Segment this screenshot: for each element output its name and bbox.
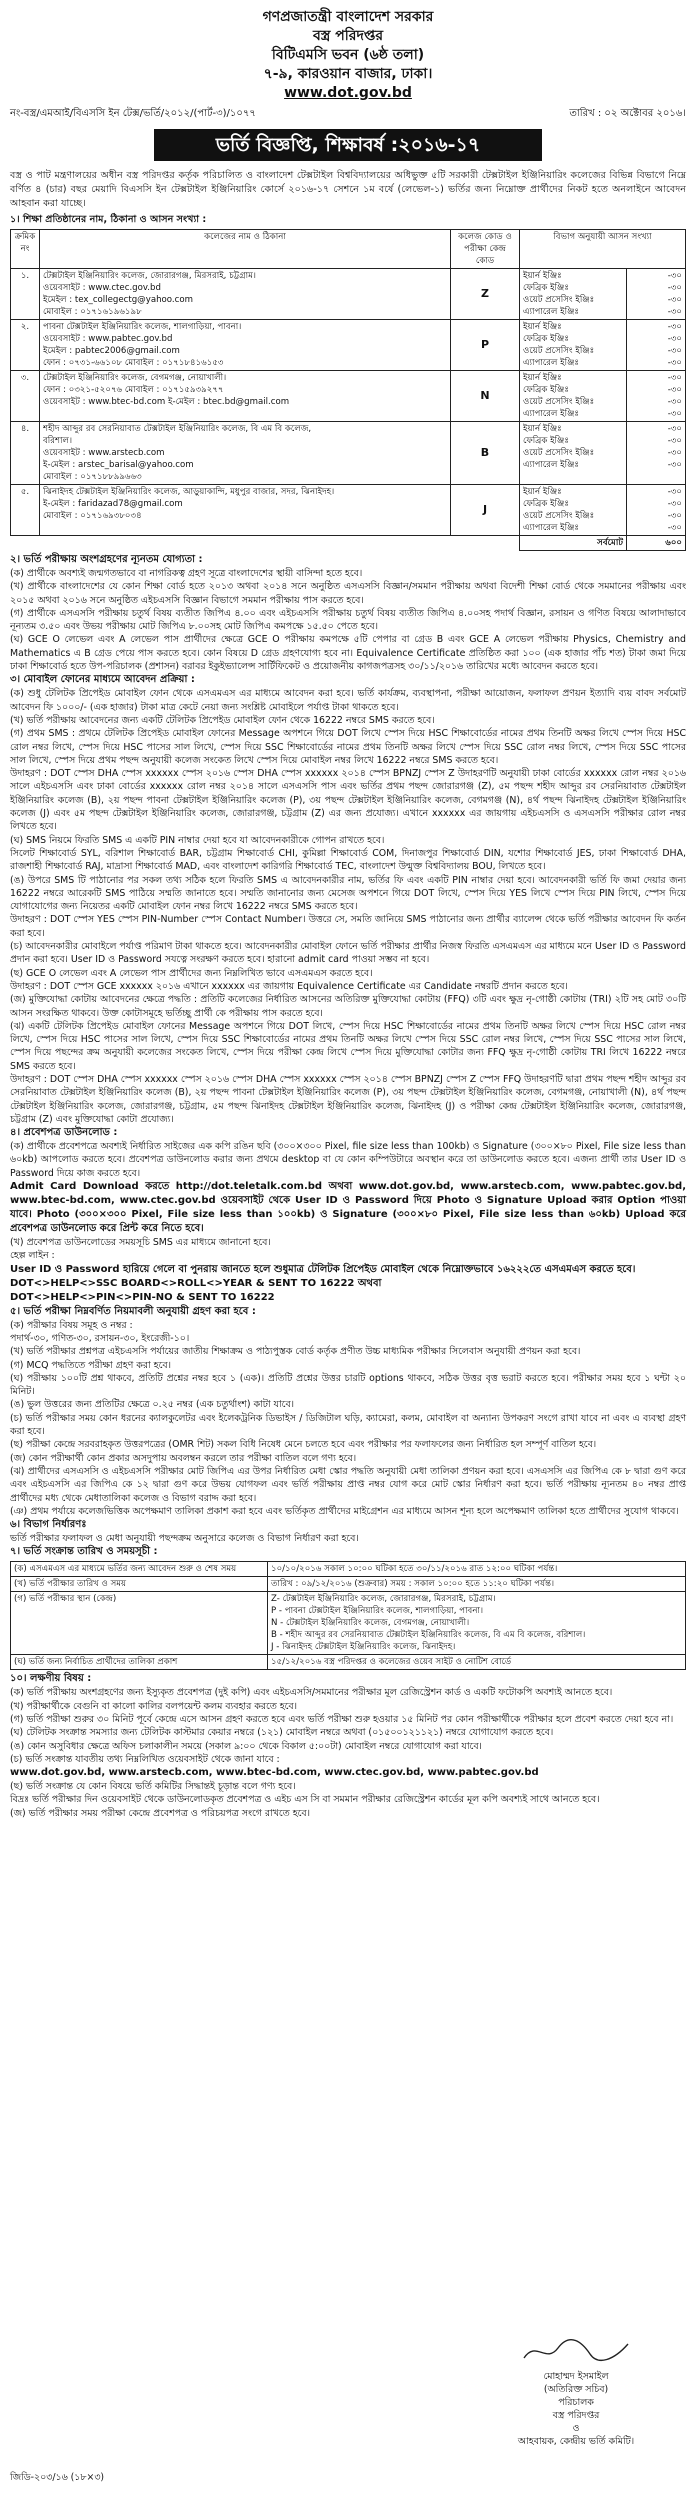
schedule-table (10, 1561, 686, 1670)
schedule-value: ১৫/১২/২০১৬ বস্ত্র পরিদপ্তর ও কলেজের ওয়েব সাইট ও নোটিশ বোর্ডে (268, 1655, 686, 1670)
department-name: এ্যাপারেল ইঞ্জিঃ (523, 358, 580, 368)
college-serial: ৫. (11, 485, 40, 536)
govt-title: গণপ্রজাতন্ত্রী বাংলাদেশ সরকার (262, 9, 434, 25)
seat-count: -৩০ (667, 436, 682, 446)
department-name: ওয়েট প্রসেসিং ইঞ্জিঃ (523, 295, 595, 305)
notice-paragraph: (ঙ) ভুল উত্তরের জন্য প্রতিটির ক্ষেত্রে ০.২৫ নম্বর (এক চতুর্থাংশ) কাটা যাবে। (10, 1399, 295, 1411)
department-name: ফেব্রিক ইঞ্জিঃ (523, 334, 569, 344)
seat-list (627, 371, 686, 422)
notice-paragraph: (ক) প্রার্থীকে অবশ্যই জন্মগতভাবে বা নাগরিকত্ব গ্রহণ সূত্রে বাংলাদেশের স্থায়ী বাসিন্দা হতে হবে। (10, 568, 363, 579)
college-detail-line: ই-মেইল : faridazad78@gmail.com (43, 499, 183, 509)
schedule-value: তারিখ : ০৯/১২/২০১৬ (শুক্রবার) সময় : সকাল ১০:০০ হতে ১১:২০ ঘটিকা পর্যন্ত। (268, 1577, 686, 1592)
seat-count: -৩০ (667, 295, 682, 305)
department-title: বস্ত্র পরিদপ্তর (312, 28, 384, 44)
college-details (40, 371, 451, 422)
college-row (11, 371, 686, 422)
department-name: ওয়েট প্রসেসিং ইঞ্জিঃ (523, 448, 595, 458)
notice-paragraph: সিলেট শিক্ষাবোর্ড SYL, বরিশাল শিক্ষাবোর্ড BAR, চট্টগ্রাম শিক্ষাবোর্ড CHI, কুমিল্লা শিক্ষাবোর্ড COM, দিনাজপুর শিক্ষাবোর্ড DIN, যশোর শিক্ষাবোর্ড JES, ঢাকা শিক্ষাবোর্ড DHA, রাজশাহী শিক্ষাবোর্ড RAJ, মাদ্রাসা শিক্ষাবোর্ড MAD, এবং বাংলাদেশ কারিগরি শিক্ষাবোর্ড TEC, বাংলাদেশ উন্মুক্ত বিশ্ববিদ্যালয় BOU, লিখতে হবে। (10, 847, 686, 873)
notice-paragraph: (ক) পরীক্ষার বিষয় সমূহ ও নম্বর : (10, 1319, 133, 1331)
department-list (520, 320, 627, 371)
signature-block (488, 2336, 664, 2448)
notice-paragraph: (ঝ) একটি টেলিটক প্রিপেইড মোবাইল ফোনের Message অপশনে গিয়ে DOT লিখে, স্পেস দিয়ে HSC শিক্ষাবোর্ডের নামের প্রথম তিনটি অক্ষর লিখে স্পেস দিয়ে HSC রোল নম্বর লিখে, স্পেস দিয়ে HSC পাসের সাল লিখে, স্পেস দিয়ে SSC শিক্ষাবোর্ডের নামের প্রথম তিনটি অক্ষর লিখে স্পেস দিয়ে SSC রোল নম্বর লিখে, স্পেস দিয়ে SSC পাসের সাল লিখে, স্পেস দিয়ে পছন্দের ক্রম অনুযায়ী কলেজের সংকেত লিখে, স্পেস দিয়ে পরীক্ষা কেন্দ্র লিখে স্পেস দিয়ে মুক্তিযোদ্ধা কোটার জন্য FFQ ক্ষুদ্র নৃ-গোষ্ঠী কোটায় TRI লিখে 16222 নম্বরে SMS করতে হবে। (10, 1020, 686, 1072)
notes-paragraphs (10, 1672, 686, 1820)
notice-paragraph: User ID ও Password হারিয়ে গেলে বা পুনরায় জানতে হলে শুধুমাত্র টেলিটক প্রিপেইড মোবাইল থেকে নিম্নোক্তভাবে ১৬২২২তে এসএমএস করতে হবে। (10, 1263, 636, 1275)
total-label: সর্বমোট (520, 536, 627, 551)
body-paragraphs (10, 553, 686, 1559)
schedule-row (11, 1577, 686, 1592)
department-name: ফেব্রিক ইঞ্জিঃ (523, 385, 569, 395)
notice-paragraph: (ঙ) উপরে SMS টি পাঠানোর পর সকল তথ্য সঠিক হলে ফিরতি SMS এ আবেদনকারীর নাম, ভর্তির ফি এবং একটি PIN নাম্বার দেয়া হবে। আবেদনকারী ভর্তি ফি জমা দেয়ার জন্য 16222 নম্বরে আরেকটি SMS পাঠিয়ে সম্মতি জানাতে হবে। সম্মতি জানানোর জন্য মেসেজ অপশনে গিয়ে DOT লিখে, স্পেস দিয়ে YES লিখে স্পেস দিয়ে PIN লিখে, স্পেস দিয়ে যোগাযোগের জন্য নিয়েতর একটি মোবাইল ফোন নম্বর লিখে 16222 নম্বরে SMS করতে হবে। (10, 874, 686, 913)
seat-count: -৩০ (667, 523, 682, 533)
college-detail-line: ইমেইল : pabtec2006@gmail.com (43, 346, 180, 356)
college-details (40, 269, 451, 320)
seat-count: -৩০ (667, 499, 682, 509)
memo-row (10, 107, 686, 121)
college-detail-line: বরিশাল। (43, 436, 73, 446)
college-row (11, 320, 686, 371)
signatory-title-2: পরিচালক (558, 2397, 594, 2408)
signatory-title-5: আহবায়ক, কেন্দ্রীয় ভর্তি কমিটি। (517, 2436, 635, 2447)
notice-paragraph: (খ) ভর্তি পরীক্ষায় আবেদনের জন্য একটি টেলিটক প্রিপেইড মোবাইল ফোন থেকে 16222 নম্বরে SMS করতে হবে। (10, 714, 435, 726)
college-detail-line: ওয়েবসাইট : www.arstecb.com (43, 448, 165, 458)
notice-paragraph: (জ) মুক্তিযোদ্ধা কোটায় আবেদনের ক্ষেত্রে পদ্ধতি : প্রতিটি কলেজের নির্ধারিত আসনের অতিরিক্ত মুক্তিযোদ্ধা কোটায় (FFQ) ৩টি এবং ক্ষুদ্র নৃ-গোষ্ঠী কোটায় (TRI) ২টি সহ মোট ৩০টি আসন সংরক্ষিত থাকবে। উক্ত কোটাসমূহে ভর্তিচ্ছু প্রার্থী কে পরীক্ষায় পাস করতে হবে। (10, 994, 686, 1019)
department-name: ইয়ার্ন ইঞ্জিঃ (523, 424, 562, 434)
notice-paragraph: (ক) প্রার্থীকে প্রবেশপত্রে অবশ্যই নির্ধারিত সাইজের এক কপি রঙিন ছবি (৩০০×৩০০ Pixel, file size less than 100kb) ও Signature (৩০০×৮০ Pixel, File size less than ৬০kb) আপলোড করতে হবে। প্রবেশপত্র ডাউনলোড করার জন্য প্রথমে desktop বা যে কোন কম্পিউটারে অবস্থান করে তা ডাউনলোড করতে হবে। এজন্য প্রার্থী তার User ID ও Password দিয়ে কাজ করতে হবে। (10, 1141, 686, 1179)
memo-number: নং-বস্ত্র/এমআই/বিএসসি ইন টেক্স/ভর্তি/২০১২/(পার্ট-৩)/১০৭৭ (10, 108, 256, 119)
schedule-item: (ক) এসএমএস এর মাধ্যমে ভর্তির জন্য আবেদন শুরু ও শেষ সময় (11, 1562, 268, 1577)
notice-paragraph: Admit Card Download করতে http://dot.teletalk.com.bd অথবা www.dot.gov.bd, www.arstecb.com, www.pabtec.gov.bd, www.btec-bd.com, www.ctec.gov.bd ওয়েবসাইট থেকে User ID ও Password দিয়ে Photo ও Signature Upload করার Option পাওয়া যাবে। Photo (৩০০×৩০০ Pixel, File size less than ১০০kb) ও Signature (৩০০×৮০ Pixel, File size less than ৬০kb) Upload করে প্রবেশপত্র ডাউনলোড করে প্রিন্ট করে নিতে হবে। (10, 1181, 686, 1235)
notice-paragraph: উদাহরণ : DOT স্পেস GCE xxxxxx ২০১৬ এখানে xxxxxx এর জায়গায় Equivalence Certificate এর Candidate নম্বরটি প্রদান করতে হবে। (10, 980, 568, 992)
signature-scribble-icon (516, 2336, 636, 2366)
college-details (40, 422, 451, 485)
seat-count: -৩০ (667, 460, 682, 470)
schedule-row (11, 1655, 686, 1670)
note-paragraph: (গ) ভর্তি পরীক্ষা শুরুর ৩০ মিনিট পূর্বে কেন্দ্রে এসে আসন গ্রহণ করতে হবে এবং ভর্তি পরীক্ষা শুরু হওয়ার ১৫ মিনিট পর কোন পরীক্ষার্থীকে পরীক্ষার হলে প্রবেশ করতে দেয়া হবে না। (10, 1714, 674, 1725)
department-name: ওয়েট প্রসেসিং ইঞ্জিঃ (523, 346, 595, 356)
department-list (520, 269, 627, 320)
department-name: ওয়েট প্রসেসিং ইঞ্জিঃ (523, 397, 595, 407)
notice-paragraph: হেল্প লাইন : (10, 1250, 55, 1262)
note-paragraph: (ঘ) টেলিটক সংক্রান্ত সমস্যার জন্য টেলিটক কাস্টমার কেয়ার নম্বরে (১২১) মোবাইল নম্বরে অথবা (০১৫০০১২১১২১) নম্বরে যোগাযোগ করতে হবে। (10, 1727, 554, 1739)
note-paragraph: (ঙ) কোন অসুবিধার ক্ষেত্রে অফিস চলাকালীন সময়ে (সকাল ৯:০০ থেকে বিকাল ৫:০০টা) মোবাইল নম্বরে যোগাযোগ করা যাবে। (10, 1740, 482, 1752)
note-paragraph: (ক) ভর্তি পরীক্ষায় অংশগ্রহণের জন্য ইস্যুকৃত প্রবেশপত্র (দুই কপি) এবং এইচএসসি/সমমানের পরীক্ষার মূল রেজিস্ট্রেশন কার্ড ও একটি ফটোকপি অবশ্যই আনতে হবে। (10, 1687, 613, 1699)
college-details (40, 320, 451, 371)
notice-paragraph: (খ) ভর্তি পরীক্ষার প্রশ্নপত্র এইচএসসি পর্যায়ের জাতীয় শিক্ষাক্রম ও পাঠ্যপুস্তক বোর্ড কর্তৃক প্রণীত উচ্চ মাধ্যমিক পরীক্ষার সিলেবাস অনুযায়ী প্রণয়ন করা হবে। (10, 1346, 581, 1358)
college-detail-line: টেক্সটাইল ইঞ্জিনিয়ারিং কলেজ, বেগমগঞ্জ, নোয়াখালী। (43, 373, 227, 383)
schedule-item: (ঘ) ভর্তি জন্য নির্বাচিত প্রার্থীদের তালিকা প্রকাশ (11, 1655, 268, 1670)
signatory-name: মোহাম্মদ ইসমাইল (543, 2371, 609, 2382)
signatory-title-1: (অতিরিক্ত সচিব) (543, 2384, 609, 2395)
college-detail-line: মোবাইল : ০১৭১৬৯৩৮০৩৪ (43, 511, 142, 521)
department-name: ওয়েট প্রসেসিং ইঞ্জিঃ (523, 511, 595, 521)
college-code: P (451, 320, 520, 371)
seat-count: -৩০ (667, 307, 682, 317)
schedule-row (11, 1592, 686, 1655)
notice-paragraph: (জ) কোন পরীক্ষার্থী কোন প্রকার অসদুপায় অবলম্বন করলে তার পরীক্ষা বাতিল বলে গণ্য হবে। (10, 1452, 357, 1464)
website-link[interactable]: www.dot.gov.bd (284, 85, 412, 101)
seat-count: -৩০ (667, 511, 682, 521)
col-serial: ক্রমিক নং (11, 230, 40, 269)
notice-paragraph: (ঘ) GCE O লেভেল এবং A লেভেল পাস প্রার্থীদের ক্ষেত্রে GCE O পরীক্ষায় কমপক্ষে ৫টি পেপার বা গ্রেড B এবং GCE A লেভেল পরীক্ষায় Physics, Chemistry and Mathematics এ B গ্রেড পেয়ে পাস করতে হবে। কোন বিষয়ে D গ্রেড গ্রহণযোগ্য হবে না। Equivalence Certificate প্রতিষ্ঠিত করা ১০০ (এক হাজার পাঁচ শত) টাকা জমা দিয়ে ঢাকা শিক্ষাবোর্ড হতে উপ-পরিচালক (প্রশাসন) বরাবর ইকুইভ্যালেন্স সার্টিফিকেট ও প্রয়োজনীয় কাগজপত্রসহ ৩০/১১/২০১৬ তারিখের মধ্যে আবেদন করতে হবে। (10, 634, 686, 673)
college-details (40, 485, 451, 536)
total-value: ৬০০ (627, 536, 686, 551)
seat-count: -৩০ (667, 358, 682, 368)
notice-paragraph: (ঘ) SMS নিয়মে ফিরতি SMS এ একটি PIN নাম্বার দেয়া হবে যা আবেদনকারীকে গোপন রাখতে হবে। (10, 834, 385, 846)
department-list (520, 371, 627, 422)
seat-list (627, 320, 686, 371)
notice-paragraph: ৭। ভর্তি সংক্রান্ত তারিখ ও সময়সূচী : (10, 1546, 158, 1558)
college-detail-line: মোবাইল : ০১৭১৮৮৯৯৬৬৩ (43, 472, 142, 482)
college-serial: ২. (11, 320, 40, 371)
college-row (11, 269, 686, 320)
gd-footnote: জিডি-২০৩/১৬ (১৮×৩) (10, 2472, 105, 2483)
college-code: N (451, 371, 520, 422)
notice-paragraph: (ঝ) প্রার্থীদের এসএসসি ও এইচএসসি পরীক্ষার মোট জিপিএ এর উপর নির্ধারিত মেধা স্কোর পদ্ধতি অনুযায়ী মেধা তালিকা প্রণয়ন করা হবে। এসএসসি এর জিপিএ কে ৮ দ্বারা গুণ করে এবং এইচএসসি এর জিপিএ কে ১২ দ্বারা গুণ করে উভয় যোগফল এবং ভর্তি পরীক্ষায় প্রাপ্ত নম্বর যোগ করে মোট স্কোর নির্ধারণ করা হবে। ভর্তি পরীক্ষায় ন্যূনতম ৪০ নম্বর প্রাপ্ত প্রার্থীদের মধ্য থেকে মেধাতালিকা কলেজ ও বিভাগ বরাদ্দ করা হবে। (10, 1465, 686, 1504)
notice-paragraph: (ঞ) প্রথম পর্যায়ে কলেজভিত্তিক অপেক্ষমাণ তালিকা প্রকাশ করা হবে এবং ভর্তিকৃত প্রার্থীদের মাইগ্রেশন এর মাধ্যমে আসন শূন্য হলে অপেক্ষমাণ তালিকা হতে প্রার্থীদের সুযোগ থাকবে। (10, 1505, 679, 1517)
seat-list (627, 485, 686, 536)
notice-paragraph: (গ) MCQ পদ্ধতিতে পরীক্ষা গ্রহণ করা হবে। (10, 1359, 171, 1371)
colleges-body (11, 269, 686, 551)
notice-paragraph: (গ) প্রার্থীকে এসএসসি পরীক্ষায় চতুর্থ বিষয় ব্যতীত জিপিএ ৪.০০ এবং এইচএসসি পরীক্ষায় চতুর্থ বিষয় ব্যতীত জিপিএ ৪.০০সহ পদার্থ বিজ্ঞান, রসায়ন ও গণিত বিষয়ে আলাদাভাবে নূন্যতম ৩.৫০ এবং উভয় পরীক্ষায় মোট জিপিএ ৮.০০সহ মোট জিপিএ কমপক্ষে ১৫.৫০ পেতে হবে। (10, 607, 686, 633)
department-name: এ্যাপারেল ইঞ্জিঃ (523, 523, 580, 533)
notice-paragraph: (চ) আবেদনকারীর মোবাইলে পর্যাপ্ত পরিমাণ টাকা থাকতে হবে। আবেদনকারীর মোবাইল ফোনে ভর্তি পরীক্ষার প্রার্থীর নিজস্ব ফিরতি এসএমএস এর মাধ্যমে মনে User ID ও Password প্রদান করা হবে। User ID ও Password সযত্নে সংরক্ষণ করতে হবে। হারানো admit card পাওয়া সম্ভব না হবে। (10, 941, 686, 966)
seat-count: -৩০ (667, 346, 682, 356)
department-name: এ্যাপারেল ইঞ্জিঃ (523, 307, 580, 317)
notice-paragraph: (ছ) GCE O লেভেল এবং A লেভেল পাস প্রার্থীদের জন্য নিম্নলিখিত ভাবে এসএমএস করতে হবে। (10, 967, 373, 979)
college-row (11, 422, 686, 485)
col-college: কলেজের নাম ও ঠিকানা (40, 230, 451, 269)
institutions-table (10, 229, 686, 551)
notice-paragraph: DOT<>HELP<>SSC BOARD<>ROLL<>YEAR & SENT TO 16222 অথবা (10, 1277, 382, 1289)
address-line: ৭-৯, কারওয়ান বাজার, ঢাকা। (263, 66, 433, 82)
seat-count: -৩০ (667, 397, 682, 407)
seat-count: -৩০ (667, 424, 682, 434)
notice-paragraph: DOT<>HELP<>PIN<>PIN-NO & SENT TO 16222 (10, 1291, 275, 1303)
seat-count: -৩০ (667, 334, 682, 344)
schedule-item: (গ) ভর্তি পরীক্ষার স্থান (কেন্দ্র) (11, 1592, 268, 1655)
department-name: ইয়ার্ন ইঞ্জিঃ (523, 271, 562, 281)
seat-count: -৩০ (667, 409, 682, 419)
college-detail-line: ওয়েবসাইট : www.pabtec.gov.bd (43, 334, 173, 344)
college-detail-line: ওয়েবসাইট : www.ctec.gov.bd (43, 283, 161, 293)
notice-paragraph: ৪। প্রবেশপত্র ডাউনলোড : (10, 1127, 118, 1139)
seat-count: -৩০ (667, 448, 682, 458)
college-detail-line: ইমেইল : tex_collegectg@yahoo.com (43, 295, 193, 305)
seat-count: -৩০ (667, 385, 682, 395)
department-list (520, 422, 627, 485)
note-paragraph: বিদ্রঃ ভর্তি পরীক্ষার দিন ওয়েবসাইট থেকে ডাউনলোডকৃত প্রবেশপত্র ও এইচ এস সি বা সমমান পরীক্ষার রেজিস্ট্রেশন কার্ডের মূল কপি অবশ্যই সাথে আনতে হবে। (10, 1794, 600, 1806)
notice-paragraph: ভর্তি পরীক্ষার ফলাফল ও মেধা অনুযায়ী পছন্দক্রম অনুসারে কলেজ ও বিভাগ নির্ধারণ করা হবে। (10, 1533, 359, 1545)
notice-paragraph: (খ) প্রার্থীকে বাংলাদেশের যে কোন শিক্ষা বোর্ড হতে ২০১৩ অথবা ২০১৪ সনে অনুষ্ঠিত এসএসসি বিজ্ঞান/সমমান পরীক্ষায় অথবা বিদেশী শিক্ষা বোর্ড থেকে সমমানের পরীক্ষায় এবং ২০১৫ অথবা ২০১৬ সনে অনুষ্ঠিত এইচএসসি বিজ্ঞান বিভাগে সমমান পরীক্ষায় পাস করতে হবে। (10, 581, 686, 606)
total-row (11, 536, 686, 551)
college-code: J (451, 485, 520, 536)
building-line: বিটিএমসি ভবন (৬ষ্ঠ তলা) (271, 47, 425, 63)
note-paragraph: (খ) পরীক্ষার্থীকে বেগুনি বা কালো কালির বলপয়েন্ট কলম ব্যবহার করতে হবে। (10, 1700, 297, 1712)
college-serial: ৩. (11, 371, 40, 422)
college-serial: ১. (11, 269, 40, 320)
college-detail-line: ই-মেইল : arstec_barisal@yahoo.com (43, 460, 194, 470)
intro-paragraph: বস্ত্র ও পাট মন্ত্রণালয়ের অধীন বস্ত্র পরিদপ্তর কর্তৃক পরিচালিত ও বাংলাদেশ টেক্সটাইল বিশ্ববিদ্যালয়ের অধিভুক্ত ৫টি সরকারী টেক্সটাইল ইঞ্জিনিয়ারিং কলেজের বিভিন্ন বিভাগে নিম্নে বর্ণিত ৪ (চার) বছর মেয়াদি বিএসসি ইন টেক্সটাইল ইঞ্জিনিয়ারিং কোর্সে ২০১৬-১৭ সেশনে ১ম বর্ষে (লেভেল-১) ভর্তির জন্য নিম্নোক্ত প্রার্থীদের নিকট হতে অনলাইনে আবেদন আহবান করা যাচ্ছে। (10, 170, 686, 209)
note-paragraph: ১০। লক্ষণীয় বিষয় : (10, 1673, 92, 1685)
col-code: কলেজ কোড ও পরীক্ষা কেন্দ্র কোড (451, 230, 520, 269)
department-name: ইয়ার্ন ইঞ্জিঃ (523, 373, 562, 383)
department-name: এ্যাপারেল ইঞ্জিঃ (523, 460, 580, 470)
department-name: ইয়ার্ন ইঞ্জিঃ (523, 322, 562, 332)
seat-count: -৩০ (667, 271, 682, 281)
college-detail-line: শহীদ আব্দুর রব সেরনিয়াবাত টেক্সটাইল ইঞ্জিনিয়ারিং কলেজ, বি এম বি কলেজ, (43, 424, 312, 434)
notice-paragraph: (ক) শুধু টেলিটক প্রিপেইড মোবাইল ফোন থেকে এসএমএস এর মাধ্যমে আবেদন করা হবে। ভর্তি কার্যক্রম, ব্যবস্থাপনা, পরীক্ষা আয়োজন, ফলাফল প্রণয়ন ইত্যাদি ব্যয় বাবদ সর্বমোট আবেদন ফি ১০০০/- (এক হাজার) টাকা মাত্র কেটে নেয়া জন্য সংশ্লিষ্ট মোবাইলে পর্যাপ্ত টাকা থাকতে হবে। (10, 688, 686, 713)
seat-list (627, 422, 686, 485)
note-paragraph: www.dot.gov.bd, www.arstecb.com, www.btec-bd.com, www.ctec.gov.bd, www.pabtec.gov.bd (10, 1767, 539, 1779)
college-detail-line: ফোন : ০৩২১-৫২০৭৬ মোবাইল : ০১৭১৫৯৩৯২৭৭ (43, 385, 224, 395)
letterhead (10, 0, 686, 103)
col-seats: বিভাগ অনুযায়ী আসন সংখ্যা (520, 230, 686, 269)
notice-paragraph: পদার্থ-৩০, গণিত-৩০, রসায়ন-৩০, ইংরেজী-১০। (10, 1332, 190, 1344)
notice-paragraph: উদাহরণ : DOT স্পেস YES স্পেস PIN-Number স্পেস Contact Number। উত্তরে সে, সমতি জানিয়ে SMS পাঠানোর জন্য প্রার্থীর ব্যালেন্স থেকে ভর্তি পরীক্ষার আবেদন ফি কর্তন করা হবে। (10, 914, 686, 939)
schedule-value: Z- টেক্সটাইল ইঞ্জিনিয়ারিং কলেজ, জোরারগঞ্জ, মিরসরাই, চট্টগ্রাম। P - পাবনা টেক্সটাইল ইঞ্জিনিয়ারিং কলেজ, শালগাড়িয়া, পাবনা। N - টেক্সটাইল ইঞ্জিনিয়ারিং কলেজ, বেগমগঞ্জ, নোয়াখালী। B - শহীদ আব্দুর রব সেরনিয়াবাত টেক্সটাইল ইঞ্জিনিয়ারিং কলেজ, বি এম বি কলেজ, বরিশাল। J - ঝিনাইদহ টেক্সটাইল ইঞ্জিনিয়ারিং কলেজ, ঝিনাইদহ। (268, 1592, 686, 1655)
department-name: ফেব্রিক ইঞ্জিঃ (523, 283, 569, 293)
signatory-title-3: বস্ত্র পরিদপ্তর (552, 2410, 600, 2421)
seat-count: -৩০ (667, 373, 682, 383)
signature-mark (488, 2336, 664, 2370)
section-1-heading: ১। শিক্ষা প্রতিষ্ঠানের নাম, ঠিকানা ও আসন সংখ্যা : (10, 214, 207, 225)
department-name: ইয়ার্ন ইঞ্জিঃ (523, 487, 562, 497)
college-row (11, 485, 686, 536)
seat-count: -৩০ (667, 283, 682, 293)
notice-paragraph: (গ) প্রথম SMS : প্রথমে টেলিটক প্রিপেইড মোবাইল ফোনের Message অপশনে গিয়ে DOT লিখে স্পেস দিয়ে HSC শিক্ষাবোর্ডের নামের প্রথম তিনটি অক্ষর লিখে স্পেস দিয়ে HSC রোল নম্বর লিখে, স্পেস দিয়ে HSC পাসের সাল লিখে, স্পেস দিয়ে SSC শিক্ষাবোর্ডের নামের প্রথম তিনটি অক্ষর লিখে স্পেস দিয়ে SSC রোল নম্বর লিখে, স্পেস দিয়ে SSC পাসের সাল লিখে, স্পেস দিয়ে প্রথম পছন্দ অনুযায়ী কলেজ সংকেত লিখে স্পেস দিয়ে মোবাইল নম্বর লিখে 16222 নম্বরে SMS করতে হবে। (10, 728, 686, 766)
notice-paragraph: উদাহরণ : DOT স্পেস DHA স্পেস xxxxxx স্পেস ২০১৬ স্পেস DHA স্পেস xxxxxx ২০১৪ স্পেস BPNZJ স্পেস Z উদাহরণটি অনুযায়ী ঢাকা বোর্ডের xxxxxx রোল নম্বর ২০১৬ সালে এইচএসসি এবং ঢাকা বোর্ডের xxxxxx রোল নম্বর ২০১৪ সালে এসএসসি পাস এবং ভর্তির প্রথম পছন্দ জোরারগঞ্জ (Z), ৫ম পছন্দ শহীদ আব্দুর রব সেরনিয়াবাত টেক্সটাইল ইঞ্জিনিয়ারিং কলেজ (B), ২য় পছন্দ পাবনা টেক্সটাইল ইঞ্জিনিয়ারিং কলেজ (P), ৩য় পছন্দ টেক্সটাইল ইঞ্জিনিয়ারিং কলেজ, বেগমগঞ্জ (N), ৪র্থ পছন্দ ঝিনাইদহ টেক্সটাইল ইঞ্জিনিয়ারিং কলেজ (J) এবং ৫ম পছন্দ টেক্সটাইল ইঞ্জিনিয়ারিং কলেজ, জোরারগঞ্জ, চট্টগ্রাম (Z) এর জন্য প্রযোজ্য। এখানে xxxxxx এর জায়গায় এইচএসসি ও এসএসসি পরীক্ষার রোল নম্বর লিখতে হবে। (10, 768, 686, 833)
notice-paragraph: (ঘ) পরীক্ষায় ১০০টি প্রশ্ন থাকবে, প্রতিটি প্রশ্নের নম্বর হবে ১ (এক)। প্রতিটি প্রশ্নের উত্তর চারটি options থাকবে, সঠিক উত্তর বৃত্ত ভরাট করতে হবে। পরীক্ষার সময় হবে ১ ঘন্টা ২০ মিনিট। (10, 1372, 686, 1398)
college-serial: ৪. (11, 422, 40, 485)
notice-paragraph: উদাহরণ : DOT স্পেস DHA স্পেস xxxxxx স্পেস ২০১৬ স্পেস DHA স্পেস xxxxxx স্পেস ২০১৪ স্পেস BPNZJ স্পেস Z স্পেস FFQ উদাহরণটি দ্বারা প্রথম পছন্দ শহীদ আব্দুর রব সেরনিয়াবাত টেক্সটাইল ইঞ্জিনিয়ারিং কলেজ (B), ২য় পছন্দ পাবনা টেক্সটাইল ইঞ্জিনিয়ারিং কলেজ (P), ৩য় পছন্দ টেক্সটাইল ইঞ্জিনিয়ারিং কলেজ, বেগমগঞ্জ, নোয়াখালী (N), ৪র্থ পছন্দ টেক্সটাইল ইঞ্জিনিয়ারিং কলেজ, জোরারগঞ্জ, চট্টগ্রাম, ৫ম পছন্দ ঝিনাইদহ টেক্সটাইল ইঞ্জিনিয়ারিং কলেজ, ঝিনাইদহ (J) ও পরীক্ষা কেন্দ্র টেক্সটাইল ইঞ্জিনিয়ারিং কলেজ, জোরারগঞ্জ, চট্টগ্রাম (Z) এবং মুক্তিযোদ্ধা কোটা প্রযোজ্য। (10, 1073, 686, 1125)
memo-date: তারিখ : ০২ অক্টোবর ২০১৬। (569, 108, 686, 119)
schedule-row (11, 1562, 686, 1577)
seat-count: -৩০ (667, 322, 682, 332)
seat-list (627, 269, 686, 320)
note-paragraph: (চ) ভর্তি সংক্রান্ত যাবতীয় তথ্য নিম্নলিখিত ওয়েবসাইট থেকে জানা যাবে : (10, 1753, 280, 1765)
college-detail-line: টেক্সটাইল ইঞ্জিনিয়ারিং কলেজ, জোরারগঞ্জ, মিরসরাই, চট্টগ্রাম। (43, 271, 256, 281)
note-paragraph: (জ) ভর্তি পরীক্ষার সময় পরীক্ষা কেন্দ্রে প্রবেশপত্র ও পরিচয়পত্র সংগে রাখতে হবে। (10, 1807, 310, 1819)
notice-paragraph: ৩। মোবাইল ফোনের মাধ্যমে আবেদন প্রক্রিয়া : (10, 674, 195, 686)
college-code: B (451, 422, 520, 485)
department-name: এ্যাপারেল ইঞ্জিঃ (523, 409, 580, 419)
notice-paragraph: ৫। ভর্তি পরীক্ষা নিম্নবর্ণিত নিয়মাবলী অনুযায়ী গ্রহণ করা হবে : (10, 1305, 256, 1317)
notice-paragraph: (খ) প্রবেশপত্র ডাউনলোডের সময়সূচি SMS এর মাধ্যমে জানানো হবে। (10, 1237, 271, 1249)
note-paragraph: (ছ) ভর্তি সংক্রান্ত যে কোন বিষয়ে ভর্তি কমিটির সিদ্ধান্তই চূড়ান্ত বলে গণ্য হবে। (10, 1781, 296, 1793)
college-detail-line: ওয়েবসাইট : www.btec-bd.com ই-মেইল : btec.bd@gmail.com (43, 397, 290, 407)
seat-count: -৩০ (667, 487, 682, 497)
college-detail-line: ফোন : ০৭৩১-৬৬১০৮ মোবাইল : ০১৭১৮৪১৬১৫৩ (43, 358, 224, 368)
admission-banner: ভর্তি বিজ্ঞপ্তি, শিক্ষাবর্ষ :২০১৬-১৭ (154, 129, 542, 161)
college-detail-line: ঝিনাইদহ টেক্সটাইল ইঞ্জিনিয়ারিং কলেজ, আড়ুয়াকান্দি, মধুপুর বাজার, সদর, ঝিনাইদহ। (43, 487, 335, 497)
notice-paragraph: ৬। বিভাগ নির্ধারণঃ (10, 1519, 87, 1531)
department-name: ফেব্রিক ইঞ্জিঃ (523, 499, 569, 509)
department-name: ফেব্রিক ইঞ্জিঃ (523, 436, 569, 446)
notice-paragraph: (ছ) পরীক্ষা কেন্দ্রে সরবরাহকৃত উত্তরপত্রের (OMR শিট) সকল বিধি নিষেধ মেনে চলতে হবে এবং পরীক্ষার পর ফলাফলের জন্য নির্ধারিত হল সম্পূর্ণ বাতিল হবে। (10, 1439, 597, 1451)
table-header-row (11, 230, 686, 269)
college-detail-line: মোবাইল : ০১৭১৬১৯৬১৯৮ (43, 307, 142, 317)
college-code: Z (451, 269, 520, 320)
signatory-title-4: ও (572, 2423, 580, 2434)
schedule-item: (খ) ভর্তি পরীক্ষার তারিখ ও সময় (11, 1577, 268, 1592)
college-detail-line: পাবনা টেক্সটাইল ইঞ্জিনিয়ারিং কলেজ, শালগাড়িয়া, পাবনা। (43, 322, 242, 332)
notice-paragraph: ২। ভর্তি পরীক্ষায় অংশগ্রহণের ন্যূনতম যোগ্যতা : (10, 554, 203, 565)
notice-paragraph: (চ) ভর্তি পরীক্ষার সময় কোন ধরনের ক্যালকুলেটর এবং ইলেকট্রনিক ডিভাইস / ডিজিটাল ঘড়ি, ক্যামেরা, কলম, মোবাইল বা অন্যান্য উপকরণ সংগে রাখা যাবে না এবং এ ব্যবস্থা গ্রহণ করা হবে। (10, 1412, 686, 1438)
department-list (520, 485, 627, 536)
schedule-value: ১০/১০/২০১৬ সকাল ১০:০০ ঘটিকা হতে ৩০/১১/২০১৬ রাত ১২:০০ ঘটিকা পর্যন্ত। (268, 1562, 686, 1577)
